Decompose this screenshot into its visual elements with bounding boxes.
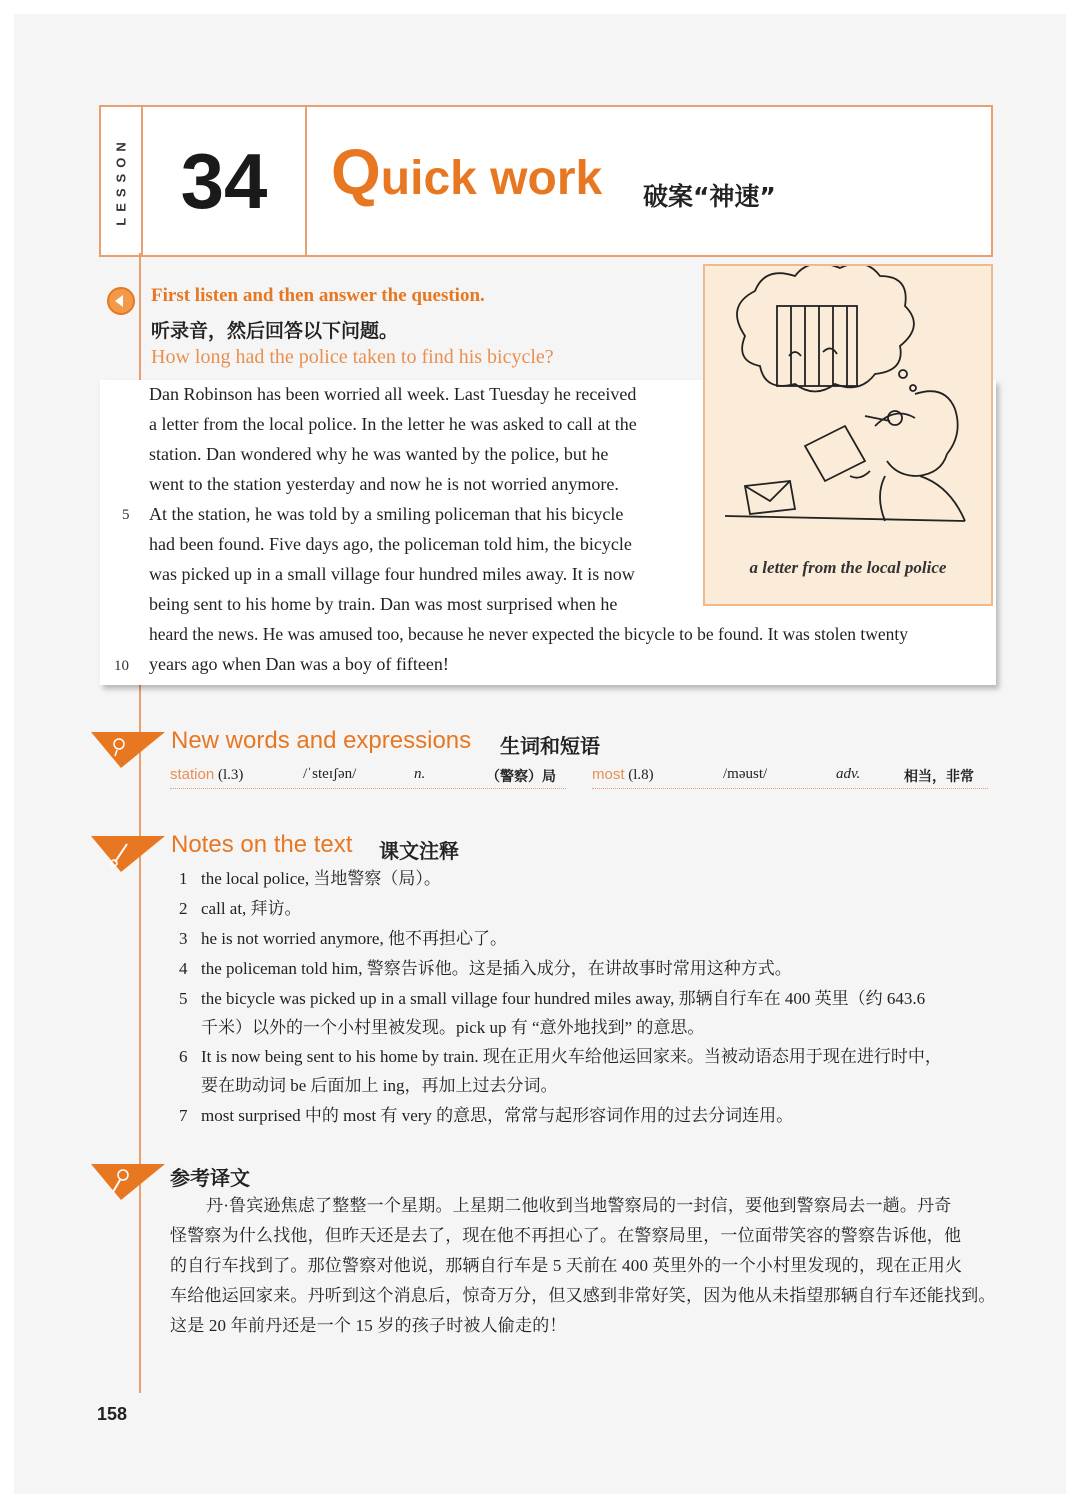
vocab-phonetic: /məust/ (723, 766, 768, 782)
translation-line: 这是 20 年前丹还是一个 15 岁的孩子时被人偷走的！ (170, 1316, 567, 1335)
translation-title: 参考译文 (170, 1166, 250, 1190)
note-continuation: 千米）以外的一个小村里被发现。pick up 有 “意外地找到” 的意思。 (201, 1018, 705, 1037)
notes-title: Notes on the text (171, 831, 353, 858)
passage-line: station. Dan wondered why he was wanted by the police, but he (149, 444, 609, 464)
lesson-header (99, 105, 993, 257)
vocab-word: station (l.3) (170, 766, 244, 783)
comprehension-question: How long had the police taken to find his bicycle? (151, 346, 554, 368)
cartoon-illustration (703, 264, 993, 606)
lesson-label: LESSON (113, 136, 129, 226)
passage-line: a letter from the local police. In the letter he was asked to call at the (149, 414, 637, 434)
note-item: 2 call at, 拜访。 (179, 899, 302, 918)
note-item: 1 the local police, 当地警察（局）。 (179, 869, 441, 888)
passage-line: Dan Robinson has been worried all week. Last Tuesday he received (149, 384, 637, 404)
key-icon (91, 1162, 165, 1202)
lesson-number: 34 (143, 107, 307, 255)
passage-line: heard the news. He was amused too, because he never expected the bicycle to be found. It was stolen twenty (149, 624, 909, 644)
passage-line: being sent to his home by train. Dan was most surprised when he (149, 594, 618, 614)
passage-line: went to the station yesterday and now he is not worried anymore. (149, 474, 619, 494)
note-continuation: 要在助动词 be 后面加上 ing，再加上过去分词。 (201, 1076, 558, 1095)
vocab-meaning: （警察）局 (486, 769, 556, 785)
line-number: 10 (114, 658, 129, 674)
notes-title-cn: 课文注释 (379, 839, 459, 863)
lesson-title-cn: 破案“神速” (643, 182, 776, 211)
pen-icon (91, 834, 165, 874)
new-words-title: New words and expressions (171, 727, 472, 754)
cartoon-drawing (705, 266, 991, 546)
lesson-label-cell (101, 107, 143, 255)
note-item: 7 most surprised 中的 most 有 very 的意思，常常与起形容词作用的过去分词连用。 (179, 1106, 794, 1125)
lesson-title (331, 135, 602, 209)
audio-speaker-icon[interactable] (107, 287, 135, 315)
vocab-divider (592, 788, 988, 789)
note-item: 6 It is now being sent to his home by train. 现在正用火车给他运回家来。当被动语态用于现在进行时中， (179, 1047, 942, 1066)
note-item: 4 the policeman told him, 警察告诉他。这是插入成分，在讲故事时常用这种方式。 (179, 959, 792, 978)
passage-line: had been found. Five days ago, the policeman told him, the bicycle (149, 534, 632, 554)
vocab-word: most (l.8) (592, 766, 654, 783)
translation-line: 怪警察为什么找他，但昨天还是去了，现在他不再担心了。在警察局里，一位面带笑容的警察告诉他，他 (170, 1226, 962, 1245)
vocab-meaning: 相当，非常 (904, 769, 974, 785)
page-number: 158 (97, 1404, 128, 1424)
listen-instruction-cn: 听录音，然后回答以下问题。 (151, 320, 399, 342)
lesson-title-rest: uick work (380, 152, 603, 205)
translation-line: 丹·鲁宾逊焦虑了整整一个星期。上星期二他收到当地警察局的一封信，要他到警察局去一趟。丹奇 (206, 1196, 952, 1215)
passage-line: At the station, he was told by a smiling policeman that his bicycle (149, 504, 624, 524)
note-item: 5 the bicycle was picked up in a small village four hundred miles away, 那辆自行车在 400 英里（约 643.6 (179, 989, 926, 1008)
vocab-pos: n. (414, 766, 426, 782)
vocab-pos: adv. (836, 766, 861, 782)
illustration-caption: a letter from the local police (749, 558, 947, 577)
note-item: 3 he is not worried anymore, 他不再担心了。 (179, 929, 507, 948)
passage-line: was picked up in a small village four hundred miles away. It is now (149, 564, 635, 584)
translation-line: 的自行车找到了。那位警察对他说，那辆自行车是 5 天前在 400 英里外的一个小村里发现的，现在正用火 (170, 1256, 963, 1275)
line-number: 5 (122, 507, 130, 523)
vocab-phonetic: /ˈsteɪʃən/ (303, 766, 357, 782)
vocab-divider (170, 788, 566, 789)
new-words-title-cn: 生词和短语 (500, 734, 600, 758)
listen-instruction: First listen and then answer the question. (151, 285, 485, 306)
translation-line: 车给他运回家来。丹听到这个消息后，惊奇万分，但又感到非常好笑，因为他从未指望那辆自行车还能找到。 (170, 1286, 996, 1305)
lesson-title-initial: Q (331, 136, 381, 208)
lightbulb-icon (91, 730, 165, 770)
passage-line: years ago when Dan was a boy of fifteen! (149, 654, 449, 674)
